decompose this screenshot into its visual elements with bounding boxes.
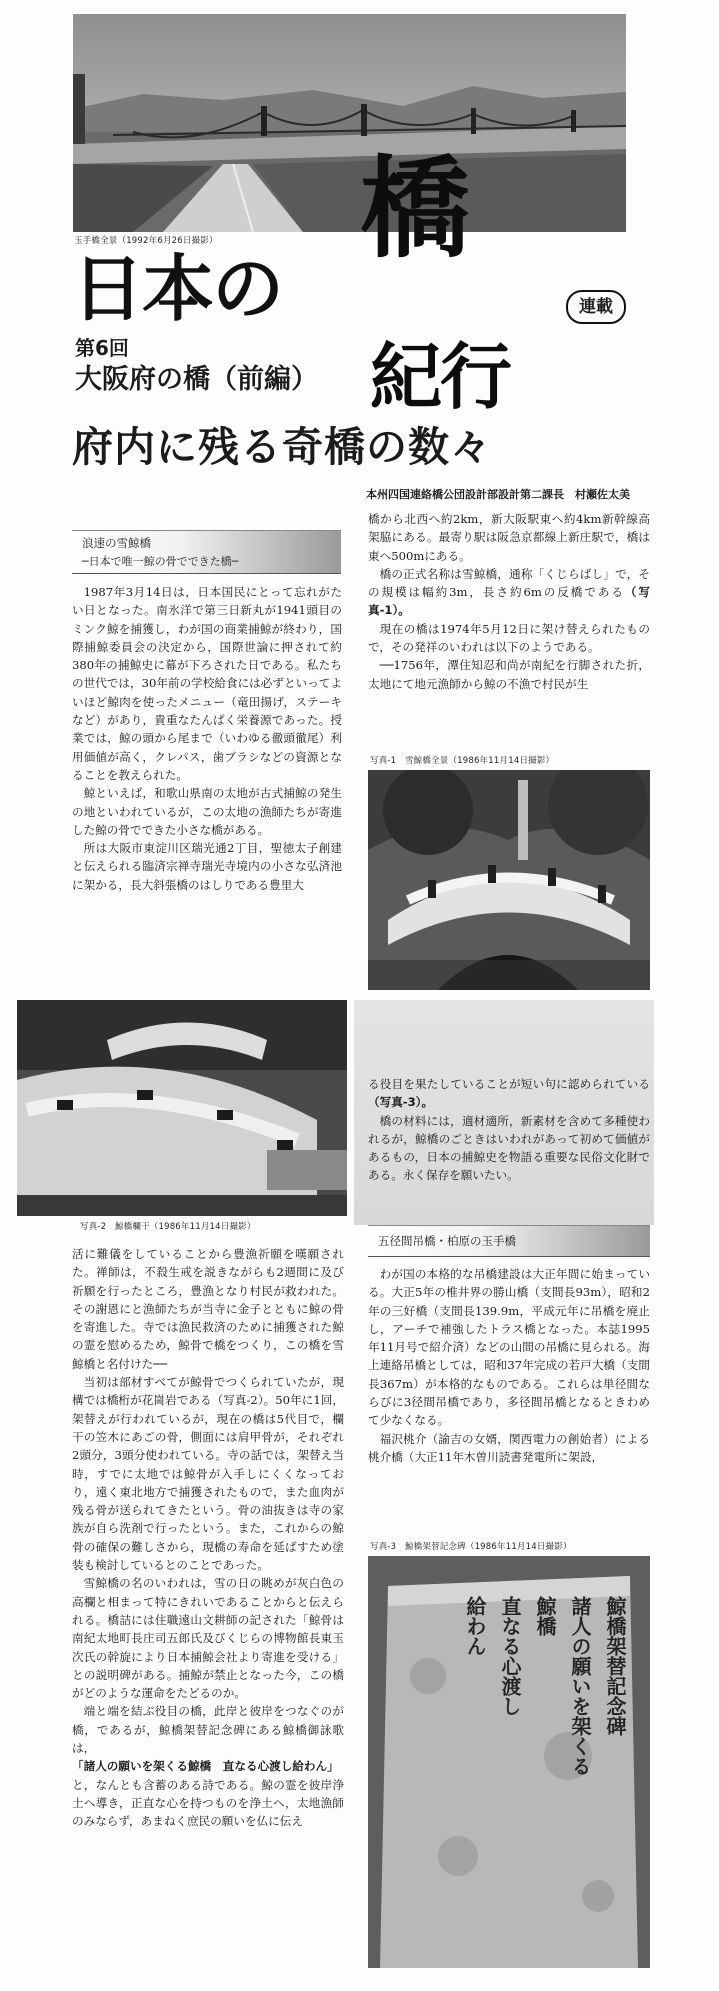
headline: 府内に残る奇橋の数々: [72, 423, 492, 471]
paragraph: 端と端を結ぶ役目の橋，此岸と彼岸をつなぐのが橋，であるが，鯨橋架替記念碑にある鯨橋御詠歌は，: [72, 1704, 344, 1756]
title-hashi: 橋: [360, 144, 470, 273]
stone-col: 諸人の願いを架くる: [568, 1596, 592, 1776]
stone-inscription: [461, 1596, 630, 1776]
paragraph: ──1756年，潭住知忍和尚が南紀を行脚された折，太地にて地元漁師から鯨の不漁で村民が生: [368, 658, 650, 691]
section2-heading: [368, 1225, 650, 1257]
paragraph-text: る役目を果たしていることが短い句に認められている: [368, 1077, 650, 1091]
paragraph: と，なんとも含蓄のある詩である。鯨の霊を彼岸浄土へ導き，正直な心を持つものを浄土へ，太地漁師のみならず，あまねく庶民の願いを仏に伝え: [72, 1777, 344, 1829]
photo1-caption: 玉手橋全景（1992年6月26日撮影）: [74, 236, 218, 246]
photo-fig2-railing: [17, 1000, 347, 1216]
photo-fig3-memorial-stone: [368, 1556, 650, 1968]
episode-label: 第6回: [75, 336, 129, 360]
paragraph: 当初は部材すべてが鯨骨でつくられていたが，現構では橋桁が花崗岩である（写真-2）。50年に1回，架替えが行われているが，現在の橋は5代目で，欄干の笠木にあごの骨，側面には肩甲骨が，それぞれ2頭分，3頭分使われている。寺の話では，架替え当時，すでに太地では鯨骨が入手しにくくなっており，遠く東北地方で捕獲されたもので，また血肉が残る骨が送られてきたという。骨の油抜きは寺の家族が自ら洗剤で行ったという。また，これからの鯨骨の確保の難しさから，現橋の寿命を延ばすため塗装も検討しているとのことであった。: [72, 1375, 344, 1573]
paragraph: 橋から北西へ約2km，新大阪駅東へ約4km新幹線高架脇にある。最寄り駅は阪急京都線上新庄駅で，橋は東へ500mにある。: [368, 512, 650, 563]
paragraph: 雪鯨橋の名のいわれは，雪の日の眺めが灰白色の高欄と相まって特にきれいであることからと伝えられる。橋詰には住職遠山文耕師の記された「鯨骨は南紀太地町長庄司五郎氏及びくじらの博物館長東玉次氏の幹旋により日本捕鯨会社より寄進を受ける」との説明碑がある。捕鯨が禁止となった今，この橋がどのような運命をたどるのか。: [72, 1576, 344, 1701]
photo-tamate-bridge: [73, 14, 626, 232]
section2-column: [368, 1265, 650, 1466]
section1-heading: [72, 530, 341, 574]
paragraph: [368, 1075, 650, 1112]
lower-left-column: [72, 1245, 344, 1831]
paragraph-text: 橋の正式名称は雪鯨橋，通称「くじらばし」で，その規模は幅約3m，長さ約6mの反橋である: [368, 566, 650, 600]
photo-fig2-caption: 写真-2 鯨橋欄干（1986年11月14日撮影）: [80, 1222, 256, 1232]
section1-right-column: [368, 510, 650, 693]
stone-col: 直なる心渡し: [498, 1596, 522, 1716]
photo-fig1-caption: 写真-1 雪鯨橋全景（1986年11月14日撮影）: [370, 756, 555, 766]
paragraph: 鯨といえば，和歌山県南の太地が古式捕鯨の発生の地といわれているが，この太地の漁師たちが寄進した鯨の骨でできた小さな橋がある。: [72, 786, 342, 837]
paragraph: [368, 565, 650, 620]
section1-heading-sub: ─日本で唯一鯨の骨でできた橋─: [82, 555, 239, 568]
author-line: 本州四国連絡橋公団設計部設計第二課長 村瀬佐太美: [366, 488, 630, 501]
stone-col: 鯨橋架替記念碑: [603, 1596, 627, 1736]
poem: 「諸人の願いを架くる鯨橋 直なる心渡し給わん」: [72, 1759, 339, 1774]
paragraph: 橋の材料には，適材適所，新素材を含めて多種使われるが，鯨橋のごときはいわれがあって初めて価値があるもの，日本の捕鯨史を物語る重要な民俗文化財である。永く保存を願いたい。: [368, 1113, 650, 1183]
paragraph: 1987年3月14日は，日本国民にとって忘れがたい日となった。南氷洋で第三日新丸が1941頭目のミンク鯨を捕獲し，わが国の商業捕鯨が終わり，国際捕鯨委員会の決定から，国際世論に押されて約380年の捕鯨史に幕が下ろされた日である。私たちの世代では，30年前の学校給食には必ずといってよいほど鯨肉を使ったメニュー（竜田揚げ，ステーキなど）があり，貴重なたんぱく栄養源であった。授業では，鯨の頭から尾まで（いわゆる徹頭徹尾）利用価値が高く，クレパス，歯ブラシなどの資源となることを教えられた。: [72, 585, 342, 782]
subtitle: 大阪府の橋（前編）: [75, 364, 318, 395]
rensai-badge: [566, 290, 626, 324]
title-kiko: 紀行: [370, 334, 511, 419]
paragraph: 現在の橋は1974年5月12日に架け替えられたもので，その発祥のいわれは以下のようである。: [368, 621, 650, 655]
section1-heading-title: 浪速の雪鯨橋: [82, 536, 151, 550]
figure-reference: （写真-3）。: [368, 1095, 434, 1110]
paragraph: わが国の本格的な吊橋建設は大正年間に始まっている。大正5年の椎井界の勝山橋（支間長93m），昭和2年の三好橋（支間長139.9m，平成元年に吊橋を廃止し，アーチで補強したトラス橋となった。本誌1995年11月号で紹介済）などの山間の吊橋に見られる。海上連絡吊橋としては，昭和37年完成の若戸大橋（支間長367m）が本格的なものである。これらは単径間ならびに3径間吊橋であり，多径間吊橋となるときわめて少なくなる。: [368, 1267, 650, 1428]
section2-heading-title: 五径間吊橋・柏原の玉手橋: [378, 1234, 516, 1248]
stone-col: 鯨橋: [533, 1596, 557, 1636]
figure-reference: （写真-1）。: [368, 585, 650, 618]
rensai-label: 連載: [579, 297, 613, 317]
stone-col: 給わん: [463, 1596, 487, 1656]
paragraph: 福沢桃介（諭吉の女婿，関西電力の創始者）による桃介橋（大正11年木曽川読書発電所に架設，: [368, 1431, 650, 1464]
mid-right-column: [368, 1075, 650, 1185]
paragraph: 所は大阪市東淀川区瑞光通2丁目，聖徳太子創建と伝えられる臨済宗禅寺瑞光寺境内の小さな弘済池に架かる，長大斜張橋のはしりである豊里大: [72, 841, 342, 892]
section1-left-column: [72, 583, 342, 894]
paragraph: 活に難儀をしていることから豊漁祈願を嘆願された。禅師は，不殺生戒を説きながらも2週間に及び祈願を行ったところ，豊漁となり村民が救われた。その謝恩にと漁師たちが当寺に金子とともに鯨の骨を寄進した。寺では漁民救済のために捕獲された鯨の霊を慰めるため，鯨骨で橋をつくり，この橋を雪鯨橋と名付けた──: [72, 1247, 344, 1371]
photo-fig3-caption: 写真-3 鯨橋架替記念碑（1986年11月14日撮影）: [370, 1542, 572, 1552]
photo-fig1-seigei-bridge: [368, 770, 650, 990]
title-nihon-no: 日本の: [72, 247, 283, 331]
